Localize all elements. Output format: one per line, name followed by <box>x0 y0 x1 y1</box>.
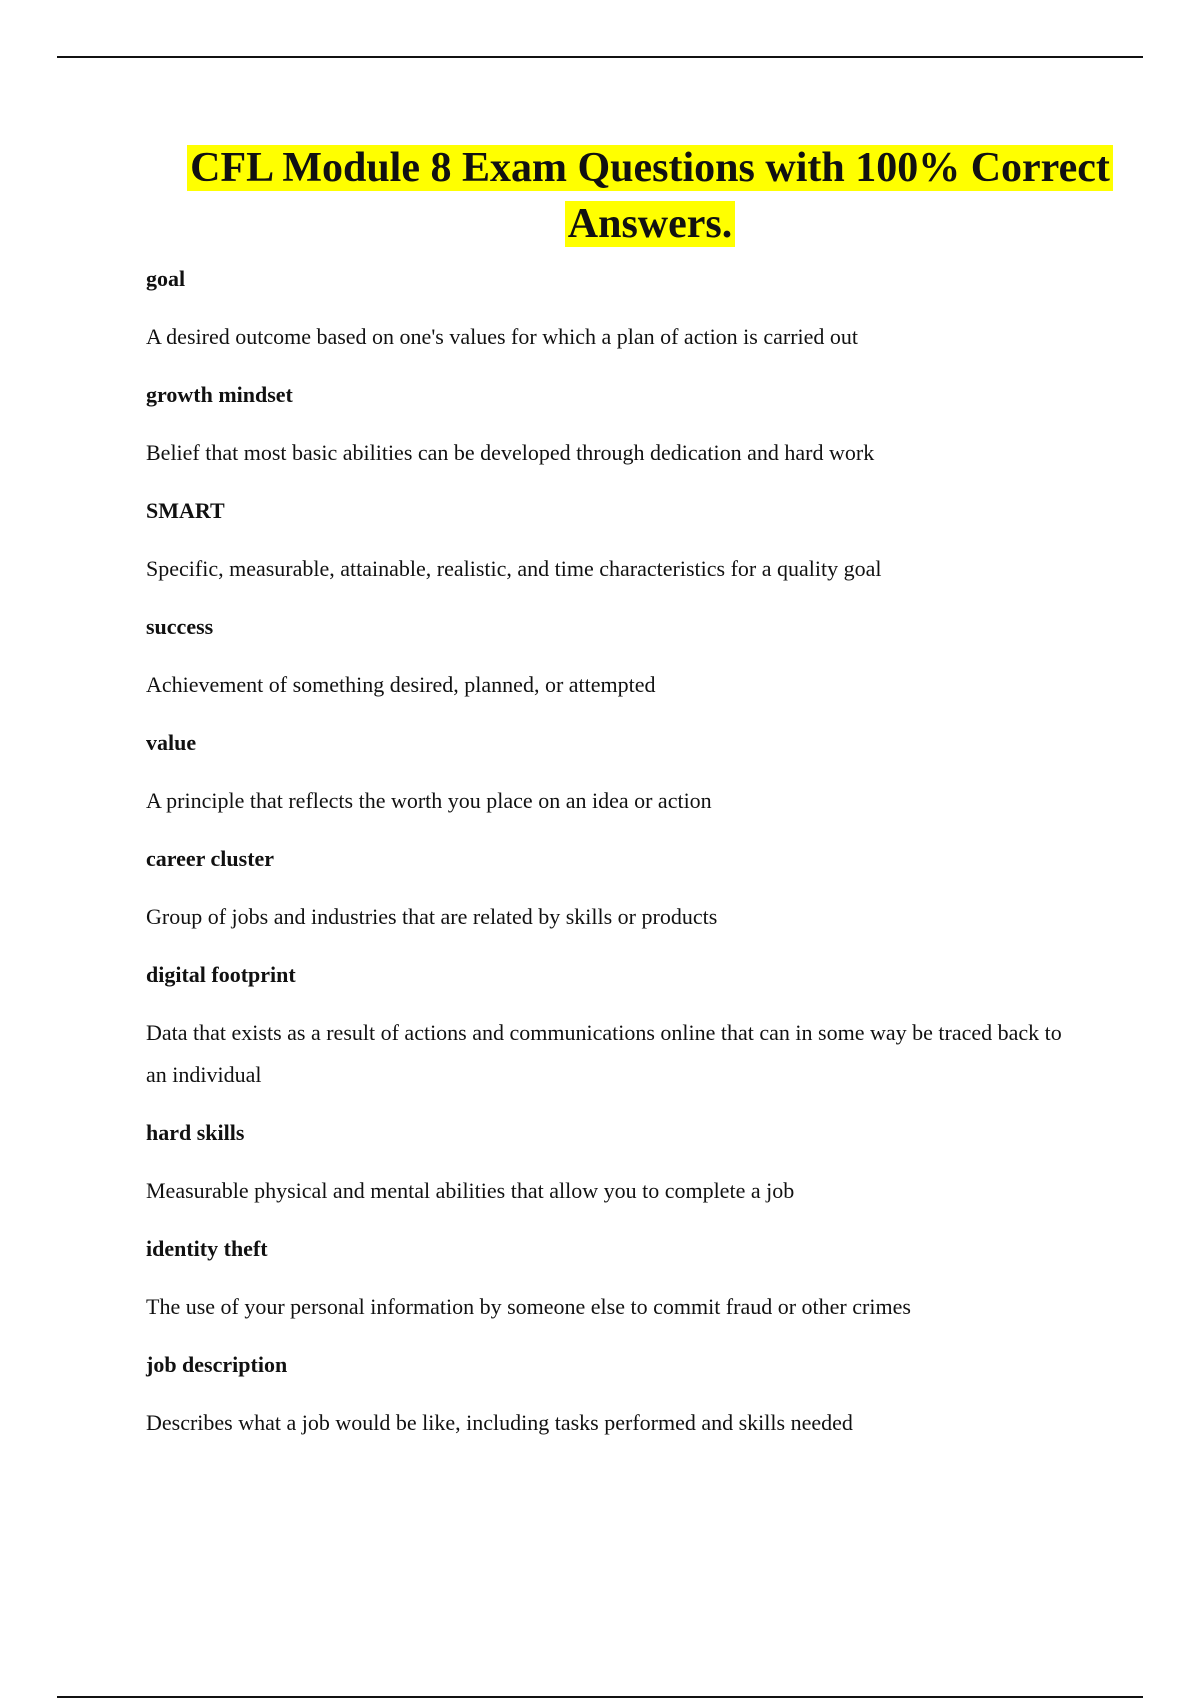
term-label: SMART <box>146 498 225 523</box>
term-entry <box>146 729 1086 822</box>
term-entry <box>146 1351 1086 1444</box>
term-entry <box>146 1235 1086 1328</box>
term-entry <box>146 845 1086 938</box>
term-definition: Group of jobs and industries that are related by skills or products <box>146 904 718 929</box>
term-definition: Data that exists as a result of actions and communications online that can in some way be traced back to an individual <box>146 1020 1062 1087</box>
term-definition: Achievement of something desired, planned, or attempted <box>146 672 656 697</box>
term-label: job description <box>146 1352 288 1377</box>
term-entry <box>146 961 1086 1096</box>
top-rule <box>57 56 1143 58</box>
term-definition: Belief that most basic abilities can be developed through dedication and hard work <box>146 440 875 465</box>
term-definition: A desired outcome based on one's values for which a plan of action is carried out <box>146 324 859 349</box>
document-title <box>120 140 1180 252</box>
term-entry <box>146 1119 1086 1212</box>
term-label: value <box>146 730 197 755</box>
term-label: success <box>146 614 214 639</box>
term-list <box>146 265 1086 1467</box>
term-label: hard skills <box>146 1120 245 1145</box>
term-definition: The use of your personal information by someone else to commit fraud or other crimes <box>146 1294 911 1319</box>
term-label: identity theft <box>146 1236 268 1261</box>
term-entry <box>146 613 1086 706</box>
term-definition: A principle that reflects the worth you place on an idea or action <box>146 788 712 813</box>
term-entry <box>146 381 1086 474</box>
term-label: digital footprint <box>146 962 296 987</box>
bottom-rule <box>57 1696 1143 1698</box>
term-label: career cluster <box>146 846 275 871</box>
term-label: goal <box>146 266 186 291</box>
document-title-highlight: CFL Module 8 Exam Questions with 100% Correct Answers. <box>187 145 1113 247</box>
term-entry <box>146 497 1086 590</box>
term-label: growth mindset <box>146 382 293 407</box>
term-definition: Specific, measurable, attainable, realistic, and time characteristics for a quality goal <box>146 556 882 581</box>
term-entry <box>146 265 1086 358</box>
term-definition: Describes what a job would be like, including tasks performed and skills needed <box>146 1410 853 1435</box>
term-definition: Measurable physical and mental abilities that allow you to complete a job <box>146 1178 795 1203</box>
